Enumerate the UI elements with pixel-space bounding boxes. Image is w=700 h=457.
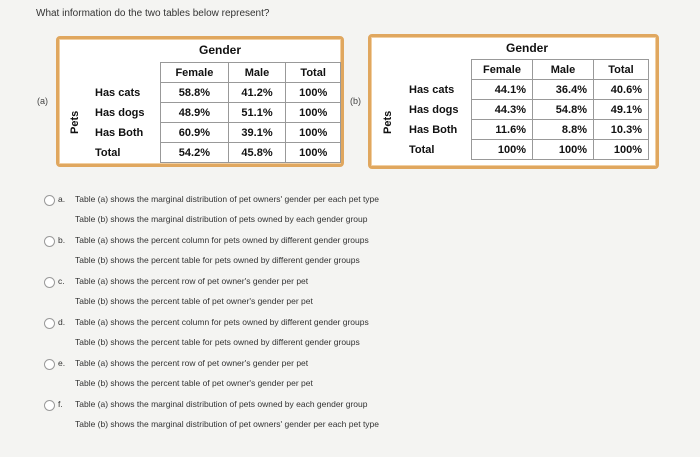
option-text-line2: Table (b) shows the marginal distribution of pet owners' gender per each pet type xyxy=(75,419,380,429)
table-b-gender-header: Gender xyxy=(506,41,549,55)
option-text-line2: Table (b) shows the marginal distribution of pets owned by each gender group xyxy=(75,214,368,224)
table-b-cell: 40.6% xyxy=(594,80,649,100)
table-b-cell: 11.6% xyxy=(472,120,533,140)
table-b xyxy=(409,59,649,160)
option-text-line1: Table (a) shows the percent column for pets owned by different gender groups xyxy=(75,317,369,327)
option-letter: a. xyxy=(58,194,66,204)
option-text-line1: Table (a) shows the percent row of pet owner's gender per pet xyxy=(75,358,309,368)
radio-button[interactable] xyxy=(44,236,55,247)
table-a-cell: 100% xyxy=(286,123,341,143)
table-b-cell: 49.1% xyxy=(594,100,649,120)
table-a-cell: 41.2% xyxy=(228,83,286,103)
option-text-line2: Table (b) shows the percent table for pets owned by different gender groups xyxy=(75,337,360,347)
table-a-cell: 54.2% xyxy=(161,143,229,163)
option-letter: c. xyxy=(58,276,65,286)
option-text-line1: Table (a) shows the percent column for pets owned by different gender groups xyxy=(75,235,369,245)
radio-button[interactable] xyxy=(44,400,55,411)
table-b-col-header: Total xyxy=(594,60,649,80)
table-a-pets-label: Pets xyxy=(69,110,81,134)
table-a-cell: 100% xyxy=(286,143,341,163)
option-letter: e. xyxy=(58,358,66,368)
table-b-pets-label: Pets xyxy=(382,110,394,134)
table-a-row-label: Total xyxy=(95,146,121,159)
table-b-tag: (b) xyxy=(350,96,361,106)
table-b-row-label: Total xyxy=(409,143,435,156)
option-text-line1: Table (a) shows the marginal distribution of pets owned by each gender group xyxy=(75,399,368,409)
option-letter: d. xyxy=(58,317,66,327)
table-a-cell: 58.8% xyxy=(161,83,229,103)
option-text-line2: Table (b) shows the percent table of pet owner's gender per pet xyxy=(75,296,313,306)
table-a-cell: 51.1% xyxy=(228,103,286,123)
question-text: What information do the two tables below represent? xyxy=(36,8,270,19)
option-letter: b. xyxy=(58,235,66,245)
table-b-col-header: Male xyxy=(533,60,594,80)
option-text-line1: Table (a) shows the marginal distribution of pet owners' gender per each pet type xyxy=(75,194,380,204)
table-a-tag: (a) xyxy=(37,96,48,106)
table-a-cell: 48.9% xyxy=(161,103,229,123)
table-b-cell: 44.1% xyxy=(472,80,533,100)
table-b-cell: 100% xyxy=(533,140,594,160)
table-a-cell: 100% xyxy=(286,83,341,103)
table-b-row-label: Has cats xyxy=(409,83,455,96)
table-a-row-label: Has cats xyxy=(95,86,141,99)
table-a-cell: 100% xyxy=(286,103,341,123)
radio-button[interactable] xyxy=(44,277,55,288)
table-a-col-header: Total xyxy=(286,63,341,83)
table-a-cell: 45.8% xyxy=(228,143,286,163)
radio-button[interactable] xyxy=(44,318,55,329)
table-b-cell: 8.8% xyxy=(533,120,594,140)
table-b-cell: 10.3% xyxy=(594,120,649,140)
table-b-row-label: Has dogs xyxy=(409,103,459,116)
table-b-image xyxy=(368,34,659,169)
radio-button[interactable] xyxy=(44,359,55,370)
table-a-col-header: Male xyxy=(228,63,286,83)
table-a-image xyxy=(56,36,344,167)
table-b-cell: 36.4% xyxy=(533,80,594,100)
option-text-line2: Table (b) shows the percent table of pet owner's gender per pet xyxy=(75,378,313,388)
option-text-line2: Table (b) shows the percent table for pets owned by different gender groups xyxy=(75,255,360,265)
table-b-cell: 44.3% xyxy=(472,100,533,120)
table-a-cell: 60.9% xyxy=(161,123,229,143)
table-b-row-label: Has Both xyxy=(409,123,458,136)
table-b-col-header: Female xyxy=(472,60,533,80)
table-b-cell: 100% xyxy=(594,140,649,160)
table-a-row-label: Has dogs xyxy=(95,106,145,119)
option-text-line1: Table (a) shows the percent row of pet owner's gender per pet xyxy=(75,276,309,286)
table-a-row-label: Has Both xyxy=(95,126,144,139)
table-b-cell: 100% xyxy=(472,140,533,160)
table-a-gender-header: Gender xyxy=(199,43,242,57)
table-a xyxy=(95,62,341,163)
option-letter: f. xyxy=(58,399,63,409)
radio-button[interactable] xyxy=(44,195,55,206)
table-a-col-header: Female xyxy=(161,63,229,83)
table-a-cell: 39.1% xyxy=(228,123,286,143)
table-b-cell: 54.8% xyxy=(533,100,594,120)
